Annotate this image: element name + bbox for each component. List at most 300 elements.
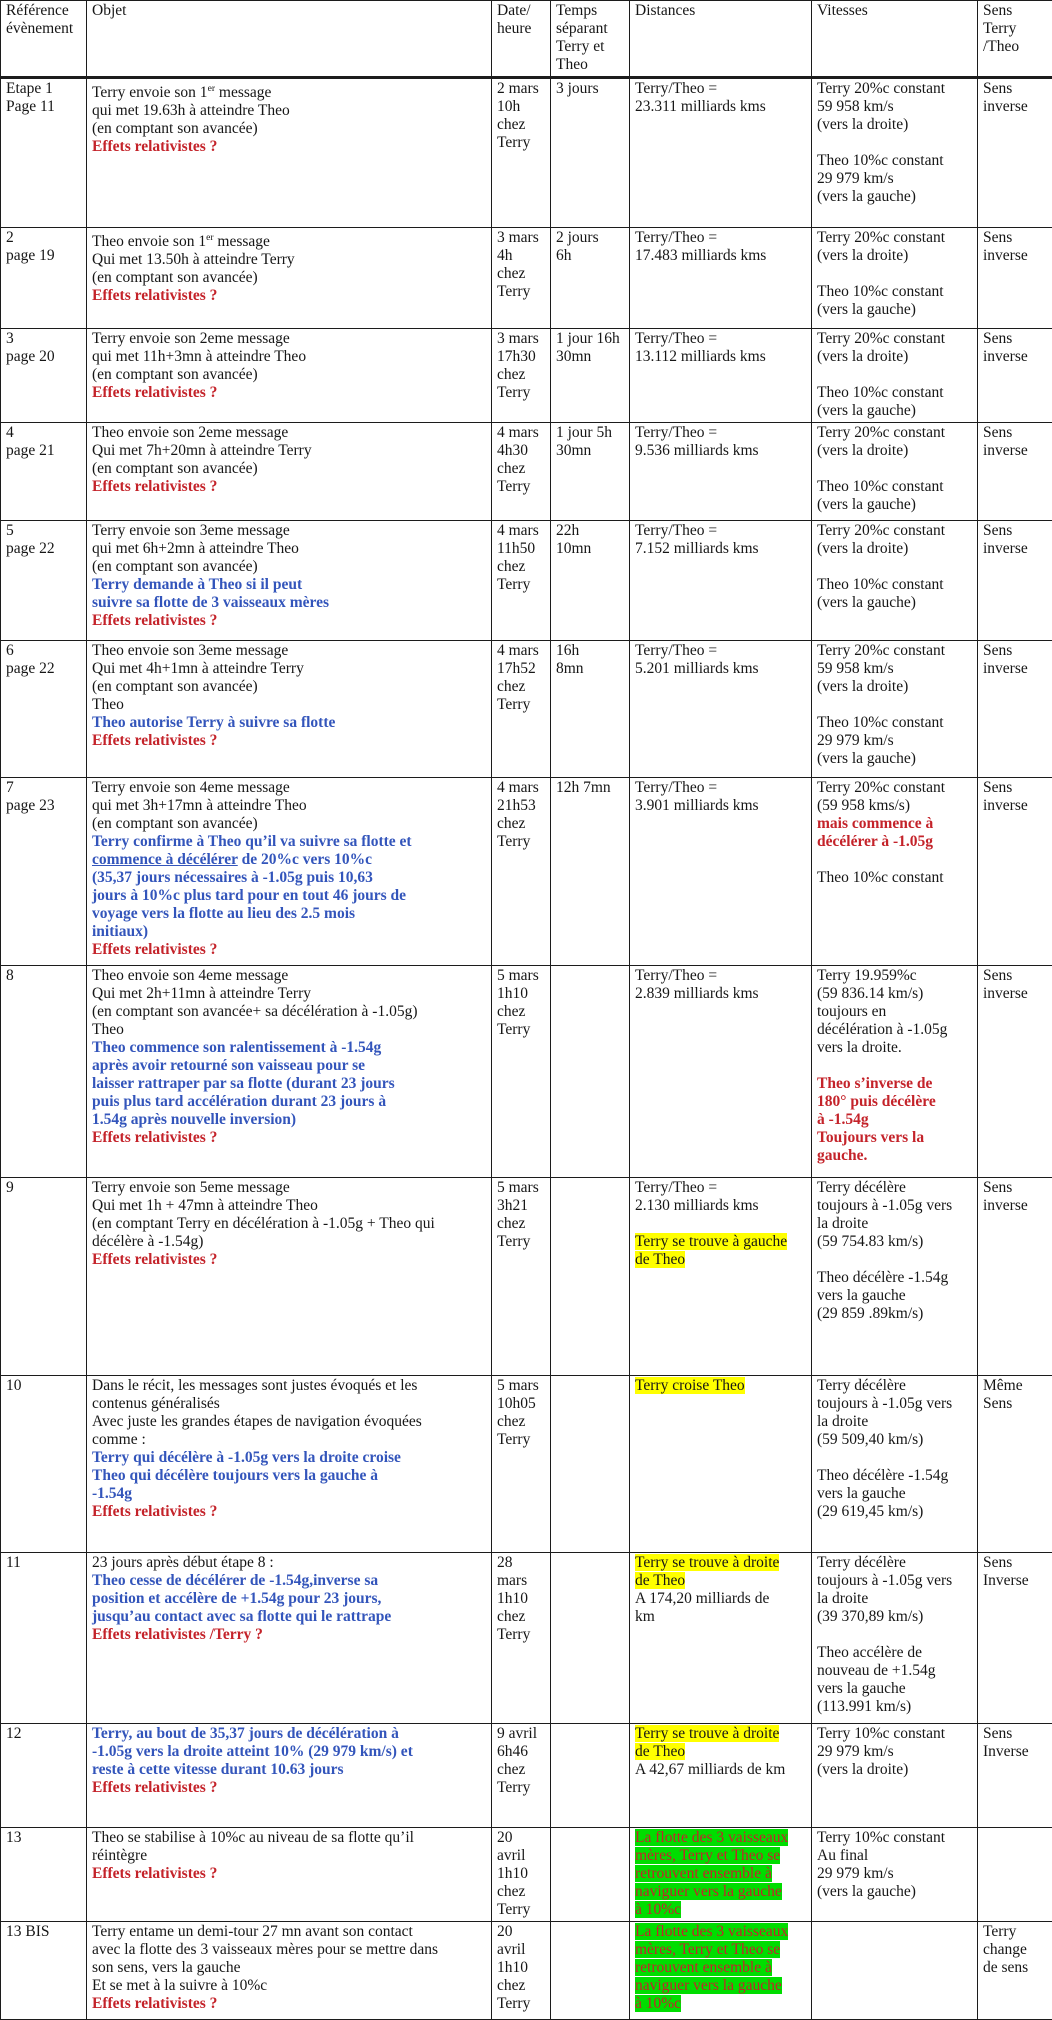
text-line [92, 612, 487, 630]
styled-text: Theo cesse de décélérer de -1.54g,inverse sa [92, 1572, 378, 1589]
text-line [556, 330, 625, 348]
plain-text: Theo envoie son 4eme message [92, 967, 288, 984]
plain-text: Terry [497, 1626, 530, 1643]
text-line [817, 1093, 973, 1111]
text-line [635, 1197, 807, 1215]
plain-text: 16h [556, 642, 579, 659]
text-line [983, 20, 1048, 38]
cell-vit [812, 1376, 978, 1553]
styled-text: Terry se trouve à droite [635, 1554, 779, 1571]
plain-text: Terry [983, 1923, 1016, 1940]
plain-text: Theo envoie son 3eme message [92, 642, 288, 659]
text-line [497, 424, 546, 442]
plain-text: Terry/Theo = [635, 1179, 717, 1196]
plain-text: avec la flotte des 3 vaisseaux mères pour se mettre dans [92, 1941, 438, 1958]
plain-text: Theo 10%c constant [817, 869, 944, 886]
styled-text: Effets relativistes ? [92, 1779, 217, 1796]
plain-text: Terry envoie son 4eme message [92, 779, 290, 796]
cell-ref [1, 521, 87, 641]
plain-text: 22h [556, 522, 579, 539]
text-line [817, 1377, 973, 1395]
plain-text: 29 979 km/s [817, 1865, 894, 1882]
cell-objet [87, 966, 492, 1178]
text-line [635, 540, 807, 558]
text-line [556, 642, 625, 660]
plain-text: 28 [497, 1554, 513, 1571]
plain-text: 9 avril [497, 1725, 537, 1742]
text-line [817, 1269, 973, 1287]
text-line [92, 1129, 487, 1147]
styled-text: 180° puis décélère [817, 1093, 936, 1110]
plain-text: Sens [983, 424, 1012, 441]
text-line [92, 229, 487, 251]
plain-text: 5 [6, 522, 14, 539]
text-line [497, 1829, 546, 1847]
text-line [497, 229, 546, 247]
text-line [6, 522, 82, 540]
text-line [497, 1179, 546, 1197]
cell-sens [978, 1724, 1052, 1828]
plain-text: Objet [92, 2, 126, 19]
plain-text: 1 jour 5h [556, 424, 612, 441]
text-line [497, 540, 546, 558]
plain-text: Theo se stabilise à 10%c au niveau de sa flotte qu’il [92, 1829, 414, 1846]
styled-text: Effets relativistes ? [92, 1865, 217, 1882]
cell-temps [551, 228, 630, 329]
text-line [817, 348, 973, 366]
plain-text: page 22 [6, 660, 55, 677]
styled-text: Terry se trouve à droite [635, 1725, 779, 1742]
cell-vit [812, 228, 978, 329]
text-line [635, 1865, 807, 1883]
plain-text: Terry [497, 1779, 530, 1796]
text-line [635, 442, 807, 460]
plain-text: (29 619,45 km/s) [817, 1503, 923, 1520]
text-line [497, 366, 546, 384]
plain-text: 10h [497, 98, 520, 115]
styled-text: naviguer vers la gauche [635, 1977, 782, 1994]
plain-text: 2 [6, 229, 14, 246]
cell-sens [978, 521, 1052, 641]
text-line [817, 594, 973, 612]
cell-date [492, 1922, 551, 2020]
plain-text: chez [497, 1761, 525, 1778]
table-row [1, 329, 1052, 423]
plain-text: page 23 [6, 797, 55, 814]
text-line [817, 1626, 973, 1644]
cell-temps [551, 778, 630, 966]
plain-text: Terry [497, 1901, 530, 1918]
text-line [983, 98, 1048, 116]
styled-text: mères, Terry et Theo se [635, 1847, 780, 1864]
text-line [497, 522, 546, 540]
cell-vit [812, 641, 978, 778]
text-line [497, 283, 546, 301]
plain-text: séparant [556, 20, 608, 37]
text-line [817, 576, 973, 594]
text-line [556, 20, 625, 38]
plain-text: (en comptant son avancée) [92, 269, 258, 286]
plain-text: (en comptant son avancée) [92, 815, 258, 832]
cell-sens [978, 641, 1052, 778]
text-line [635, 348, 807, 366]
cell-vit [812, 1178, 978, 1376]
text-line [983, 797, 1048, 815]
cell-date [492, 521, 551, 641]
styled-text: Effets relativistes ? [92, 1251, 217, 1268]
text-line [817, 1431, 973, 1449]
plain-text: Terry 19.959%c [817, 967, 917, 984]
text-line [92, 1626, 487, 1644]
plain-text: 7.152 milliards kms [635, 540, 759, 557]
plain-text: Theo envoie son 1 [92, 233, 206, 250]
styled-text: de 20%c vers 10%c [238, 851, 372, 868]
plain-text: Date/ [497, 2, 531, 19]
plain-text: décélère à -1.54g) [92, 1233, 203, 1250]
text-line [635, 1377, 807, 1395]
plain-text: Temps [556, 2, 597, 19]
plain-text: 20 [497, 1923, 513, 1940]
text-line [817, 1503, 973, 1521]
text-line [817, 478, 973, 496]
plain-text: Page 11 [6, 98, 55, 115]
text-line [635, 1725, 807, 1743]
plain-text: contenus généralisés [92, 1395, 220, 1412]
plain-text: 6h [556, 247, 572, 264]
text-line [92, 1251, 487, 1269]
text-line [6, 1829, 82, 1847]
text-line [92, 1179, 487, 1197]
plain-text: chez [497, 116, 525, 133]
table-row [1, 521, 1052, 641]
text-line [983, 442, 1048, 460]
plain-text: 29 979 km/s [817, 170, 894, 187]
plain-text: 8mn [556, 660, 584, 677]
plain-text: 12 [6, 1725, 22, 1742]
text-line [817, 265, 973, 283]
plain-text: message [214, 233, 270, 250]
text-line [6, 20, 82, 38]
plain-text: Terry/Theo = [635, 779, 717, 796]
text-line [983, 779, 1048, 797]
text-line [497, 1847, 546, 1865]
cell-ref [1, 1828, 87, 1922]
plain-text: Terry 20%c constant [817, 522, 945, 539]
cell-objet [87, 1178, 492, 1376]
plain-text: Terry [497, 576, 530, 593]
cell-dist [630, 423, 812, 521]
plain-text: Terry/Theo = [635, 642, 717, 659]
cell-date [492, 641, 551, 778]
styled-text: de Theo [635, 1743, 685, 1760]
plain-text: 17h30 [497, 348, 536, 365]
text-line [983, 1959, 1048, 1977]
text-line [817, 1147, 973, 1165]
plain-text: Avec juste les grandes étapes de navigation évoquées [92, 1413, 422, 1430]
plain-text: A 174,20 milliards de [635, 1590, 769, 1607]
cell-temps [551, 329, 630, 423]
text-line [92, 1197, 487, 1215]
cell-temps [551, 1724, 630, 1828]
text-line [983, 1572, 1048, 1590]
plain-text: Sens [983, 967, 1012, 984]
plain-text: Même [983, 1377, 1023, 1394]
text-line [635, 1829, 807, 1847]
text-line [817, 540, 973, 558]
text-line [92, 967, 487, 985]
plain-text: Sens [983, 1179, 1012, 1196]
text-line [983, 1554, 1048, 1572]
text-line [983, 38, 1048, 56]
text-line [497, 678, 546, 696]
plain-text: Sens [983, 779, 1012, 796]
plain-text: 4 mars [497, 779, 539, 796]
plain-text: 4 mars [497, 424, 539, 441]
text-line [497, 1572, 546, 1590]
text-line [983, 1179, 1048, 1197]
text-line [497, 967, 546, 985]
text-line [556, 38, 625, 56]
text-line [817, 1287, 973, 1305]
text-line [6, 797, 82, 815]
cell-ref [1, 228, 87, 329]
styled-text: Terry qui décélère à -1.05g vers la droite croise [92, 1449, 401, 1466]
text-line [635, 1995, 807, 2013]
text-line [817, 1413, 973, 1431]
plain-text: Theo [92, 696, 124, 713]
cell-ref [1, 329, 87, 423]
plain-text: chez [497, 265, 525, 282]
text-line [817, 797, 973, 815]
styled-text: Toujours vers la [817, 1129, 924, 1146]
text-line [817, 1449, 973, 1467]
text-line [817, 833, 973, 851]
cell-ref [1, 1376, 87, 1553]
plain-text: 3 mars [497, 229, 539, 246]
cell-date [492, 1178, 551, 1376]
cell-objet [87, 1922, 492, 2020]
text-line [817, 496, 973, 514]
text-line [817, 1572, 973, 1590]
table-row [1, 423, 1052, 521]
styled-text: mères, Terry et Theo se [635, 1941, 780, 1958]
text-line [497, 1608, 546, 1626]
text-line [6, 229, 82, 247]
plain-text: (vers la droite) [817, 116, 908, 133]
styled-text: voyage vers la flotte au lieu des 2.5 mois [92, 905, 355, 922]
plain-text: Terry/Theo = [635, 330, 717, 347]
table-row [1, 966, 1052, 1178]
plain-text: (en comptant son avancée) [92, 460, 258, 477]
plain-text: Terry [497, 384, 530, 401]
text-line [92, 833, 487, 851]
text-line [497, 1779, 546, 1797]
text-line [92, 558, 487, 576]
plain-text: (59 836.14 km/s) [817, 985, 923, 1002]
table-row [1, 228, 1052, 329]
plain-text: décélération à -1.05g [817, 1021, 947, 1038]
text-line [497, 642, 546, 660]
styled-text: Effets relativistes ? [92, 612, 217, 629]
styled-text: Effets relativistes ? [92, 1995, 217, 2012]
cell-vit [812, 78, 978, 228]
text-line [92, 1431, 487, 1449]
text-line [817, 229, 973, 247]
plain-text: 9.536 milliards kms [635, 442, 759, 459]
text-line [92, 2, 487, 20]
plain-text: (vers la droite) [817, 247, 908, 264]
text-line [817, 1215, 973, 1233]
text-line [983, 1197, 1048, 1215]
plain-text: inverse [983, 98, 1028, 115]
plain-text: toujours à -1.05g vers [817, 1572, 952, 1589]
plain-text: chez [497, 1883, 525, 1900]
cell-vit [812, 521, 978, 641]
text-line [92, 1554, 487, 1572]
text-line [6, 1179, 82, 1197]
cell-sens [978, 78, 1052, 228]
text-line [817, 1743, 973, 1761]
plain-text: Au final [817, 1847, 868, 1864]
text-line [92, 1941, 487, 1959]
text-line [6, 642, 82, 660]
plain-text: chez [497, 460, 525, 477]
plain-text: message [215, 84, 271, 101]
text-line [817, 1003, 973, 1021]
text-line [497, 384, 546, 402]
text-line [92, 287, 487, 305]
text-line [817, 170, 973, 188]
text-line [92, 815, 487, 833]
plain-text: Terry [497, 1021, 530, 1038]
text-line [817, 460, 973, 478]
plain-text: heure [497, 20, 531, 37]
table-row [1, 778, 1052, 966]
plain-text: 5 mars [497, 1179, 539, 1196]
text-line [92, 348, 487, 366]
styled-text: retrouvent ensemble à [635, 1959, 772, 1976]
styled-text: er [206, 232, 213, 243]
text-line [983, 229, 1048, 247]
plain-text: vers la gauche [817, 1680, 906, 1697]
text-line [983, 1377, 1048, 1395]
plain-text: 1h10 [497, 1865, 528, 1882]
plain-text: 4 mars [497, 522, 539, 539]
cell-temps [551, 641, 630, 778]
styled-text: de Theo [635, 1251, 685, 1268]
cell-temps [551, 1553, 630, 1724]
plain-text: Terry 10%c constant [817, 1725, 945, 1742]
plain-text: toujours à -1.05g vers [817, 1197, 952, 1214]
cell-date [492, 228, 551, 329]
text-line [92, 1743, 487, 1761]
plain-text: toujours à -1.05g vers [817, 1395, 952, 1412]
text-line [983, 330, 1048, 348]
plain-text: 30mn [556, 442, 591, 459]
text-line [497, 1959, 546, 1977]
plain-text: Inverse [983, 1572, 1029, 1589]
text-line [92, 732, 487, 750]
cell-date [492, 423, 551, 521]
text-line [6, 1725, 82, 1743]
plain-text: la droite [817, 1590, 868, 1607]
cell-sens [978, 1828, 1052, 1922]
plain-text: Sens [983, 229, 1012, 246]
plain-text: Terry/Theo = [635, 80, 717, 97]
cell-dist [630, 1724, 812, 1828]
text-line [983, 1395, 1048, 1413]
text-line [817, 134, 973, 152]
plain-text: Terry [497, 1233, 530, 1250]
text-line [817, 1485, 973, 1503]
text-line [92, 522, 487, 540]
plain-text: Terry 20%c constant [817, 424, 945, 441]
text-line [817, 80, 973, 98]
cell-ref [1, 1724, 87, 1828]
text-line [817, 301, 973, 319]
text-line [817, 696, 973, 714]
styled-text: Effets relativistes ? [92, 732, 217, 749]
plain-text: inverse [983, 540, 1028, 557]
styled-text: -1.05g vers la droite atteint 10% (29 979 km/s) et [92, 1743, 413, 1760]
plain-text: 4h [497, 247, 513, 264]
plain-text: Theo [556, 56, 588, 73]
cell-objet [87, 778, 492, 966]
cell-dist [630, 1376, 812, 1553]
text-line [556, 540, 625, 558]
plain-text: Terry [497, 696, 530, 713]
text-line [497, 797, 546, 815]
plain-text: (59 509,40 km/s) [817, 1431, 923, 1448]
plain-text: Qui met 7h+20mn à atteindre Terry [92, 442, 312, 459]
text-line [92, 442, 487, 460]
plain-text: km [635, 1608, 655, 1625]
text-line [497, 660, 546, 678]
plain-text: 11h50 [497, 540, 535, 557]
plain-text: Theo accélère de [817, 1644, 922, 1661]
plain-text: (vers la gauche) [817, 496, 916, 513]
text-line [497, 576, 546, 594]
text-line [497, 20, 546, 38]
styled-text: Effets relativistes ? [92, 941, 217, 958]
plain-text: Terry 10%c constant [817, 1829, 945, 1846]
text-line [497, 1923, 546, 1941]
text-line [817, 1554, 973, 1572]
plain-text: Sens [983, 1395, 1012, 1412]
plain-text: page 19 [6, 247, 55, 264]
cell-dist [630, 966, 812, 1178]
plain-text: (59 958 kms/s) [817, 797, 910, 814]
text-line [497, 1743, 546, 1761]
plain-text: Terry [497, 478, 530, 495]
styled-text: Effets relativistes ? [92, 138, 217, 155]
text-line [983, 1743, 1048, 1761]
styled-text: Theo commence son ralentissement à -1.54g [92, 1039, 381, 1056]
text-line [92, 1590, 487, 1608]
text-line [497, 80, 546, 98]
plain-text: Terry envoie son 5eme message [92, 1179, 290, 1196]
text-line [6, 2, 82, 20]
plain-text: Theo 10%c constant [817, 384, 944, 401]
plain-text: 10 [6, 1377, 22, 1394]
text-line [92, 1215, 487, 1233]
text-line [6, 442, 82, 460]
text-line [92, 594, 487, 612]
styled-text: puis plus tard accélération durant 23 jours à [92, 1093, 386, 1110]
cell-objet [87, 641, 492, 778]
plain-text: 3.901 milliards kms [635, 797, 759, 814]
text-line [817, 1680, 973, 1698]
